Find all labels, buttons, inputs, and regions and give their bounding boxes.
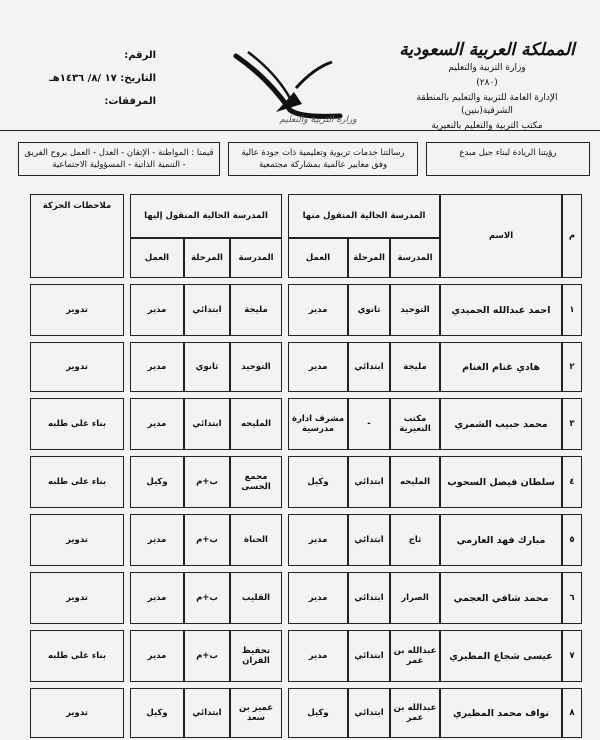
table-row (30, 284, 582, 336)
to-school: مليجة (230, 284, 282, 336)
table-row (30, 398, 582, 450)
ministry-name: وزارة التربية والتعليم (448, 63, 526, 73)
to-school: تحفيظ القران (230, 630, 282, 682)
from-stage: ابتدائي (348, 630, 390, 682)
employee-name: محمد شافي العجمي (440, 572, 562, 624)
vision-box: رؤيتنا الريادة لبناء جيل مبدع (426, 142, 590, 176)
move-notes: بناء على طلبه (30, 630, 124, 682)
from-job: وكيل (288, 688, 348, 738)
group-to-header: المدرسة الحالية المنقول إليها (130, 194, 282, 238)
from-stage: ابتدائي (348, 342, 390, 392)
from-school: الصرار (390, 572, 440, 624)
attachments-label: المرفقات: (104, 96, 156, 107)
to-stage: ابتدائي (184, 398, 230, 450)
to-stage: ب+م (184, 630, 230, 682)
to-job: وكيل (130, 688, 184, 738)
from-stage: - (348, 398, 390, 450)
office-name: مكتب التربية والتعليم بالنعيرية (431, 121, 543, 131)
sub-school-header: المدرسة (390, 238, 440, 278)
from-stage: ابتدائي (348, 688, 390, 738)
ministry-script-text: وزارة التربية والتعليم (279, 115, 357, 125)
mission-row (18, 142, 590, 178)
from-school: المليحه (390, 456, 440, 508)
move-notes: تدوير (30, 342, 124, 392)
to-stage: ب+م (184, 456, 230, 508)
table-row (30, 342, 582, 392)
from-school: مليجة (390, 342, 440, 392)
from-stage: ابتدائي (348, 572, 390, 624)
employee-name: هادي غنام الغنام (440, 342, 562, 392)
from-school: عبدالله بن عمر (390, 630, 440, 682)
from-job: مدير (288, 630, 348, 682)
sub-school-header: المدرسة (230, 238, 282, 278)
ref-label: الرقم: (124, 50, 156, 61)
to-job: مدير (130, 572, 184, 624)
row-number: ٨ (562, 688, 582, 738)
move-notes: تدوير (30, 572, 124, 624)
from-stage: ثانوي (348, 284, 390, 336)
group-from-header: المدرسة الحالية المنقول منها (288, 194, 440, 238)
transfers-table (30, 194, 582, 738)
employee-name: سلطان فيصل السحوب (440, 456, 562, 508)
to-stage: ابتدائي (184, 688, 230, 738)
col-name-header: الاسم (440, 194, 562, 278)
table-row (30, 456, 582, 508)
row-number: ٥ (562, 514, 582, 566)
row-number: ٦ (562, 572, 582, 624)
to-stage: ب+م (184, 514, 230, 566)
to-school: المليحه (230, 398, 282, 450)
to-school: الحناة (230, 514, 282, 566)
to-job: مدير (130, 342, 184, 392)
row-number: ١ (562, 284, 582, 336)
to-job: وكيل (130, 456, 184, 508)
values-box: قيمنا : المواطنة - الإتقان - العدل - العمل بروح الفريق - التنمية الذاتية - المسؤولية الاجتماعية (18, 142, 220, 176)
move-notes: تدوير (30, 284, 124, 336)
from-school: عبدالله بن عمر (390, 688, 440, 738)
kingdom-title: المملكة العربية السعودية (399, 40, 575, 60)
to-school: القليب (230, 572, 282, 624)
to-job: مدير (130, 514, 184, 566)
to-school: مجمع الحسى (230, 456, 282, 508)
from-job: مدير (288, 572, 348, 624)
col-notes-header: ملاحظات الحركة (30, 194, 124, 278)
from-job: مشرف ادارة مدرسية (288, 398, 348, 450)
to-job: مدير (130, 284, 184, 336)
transfers-body (30, 278, 582, 738)
letterhead-right (392, 40, 582, 133)
move-notes: تدوير (30, 688, 124, 738)
move-notes: تدوير (30, 514, 124, 566)
row-number: ٣ (562, 398, 582, 450)
from-job: مدير (288, 342, 348, 392)
date-label: التاريخ: ١٧ /٨/ ١٤٣٦هـ (49, 73, 156, 84)
sub-stage-header: المرحلة (348, 238, 390, 278)
move-notes: بناء على طلبه (30, 456, 124, 508)
letterhead-left (16, 44, 156, 113)
to-job: مدير (130, 398, 184, 450)
table-row (30, 688, 582, 738)
table-row (30, 514, 582, 566)
row-number: ٤ (562, 456, 582, 508)
from-stage: ابتدائي (348, 456, 390, 508)
sub-job-header: العمل (130, 238, 184, 278)
sub-stage-header: المرحلة (184, 238, 230, 278)
to-stage: ب+م (184, 572, 230, 624)
from-school: ثاج (390, 514, 440, 566)
from-stage: ابتدائي (348, 514, 390, 566)
mission-box: رسالتنا خدمات تربوية وتعليمية ذات جودة عالية وفق معايير عالمية بمشاركة مجتمعية (228, 142, 418, 176)
employee-name: احمد عبدالله الحميدي (440, 284, 562, 336)
from-job: مدير (288, 514, 348, 566)
employee-name: محمد حبيب الشمري (440, 398, 562, 450)
row-number: ٧ (562, 630, 582, 682)
from-job: وكيل (288, 456, 348, 508)
directorate-name: الإدارة العامة للتربية والتعليم بالمنطقة الشرقية(بنين) (416, 93, 558, 116)
to-school: عمير بن سعد (230, 688, 282, 738)
table-row (30, 630, 582, 682)
from-job: مدير (288, 284, 348, 336)
to-stage: ابتدائي (184, 284, 230, 336)
employee-name: عيسى شجاع المطيري (440, 630, 562, 682)
table-row (30, 572, 582, 624)
office-number: (٢٨٠) (476, 78, 498, 88)
from-school: مكتب النعيرية (390, 398, 440, 450)
to-school: التوحيد (230, 342, 282, 392)
employee-name: مبارك فهد العازمي (440, 514, 562, 566)
row-number: ٢ (562, 342, 582, 392)
move-notes: بناء على طلبه (30, 398, 124, 450)
to-job: مدير (130, 630, 184, 682)
header-divider (0, 130, 600, 131)
col-num-header: م (562, 194, 582, 278)
from-school: التوحيد (390, 284, 440, 336)
employee-name: نواف محمد المطيري (440, 688, 562, 738)
sub-job-header: العمل (288, 238, 348, 278)
to-stage: ثانوي (184, 342, 230, 392)
